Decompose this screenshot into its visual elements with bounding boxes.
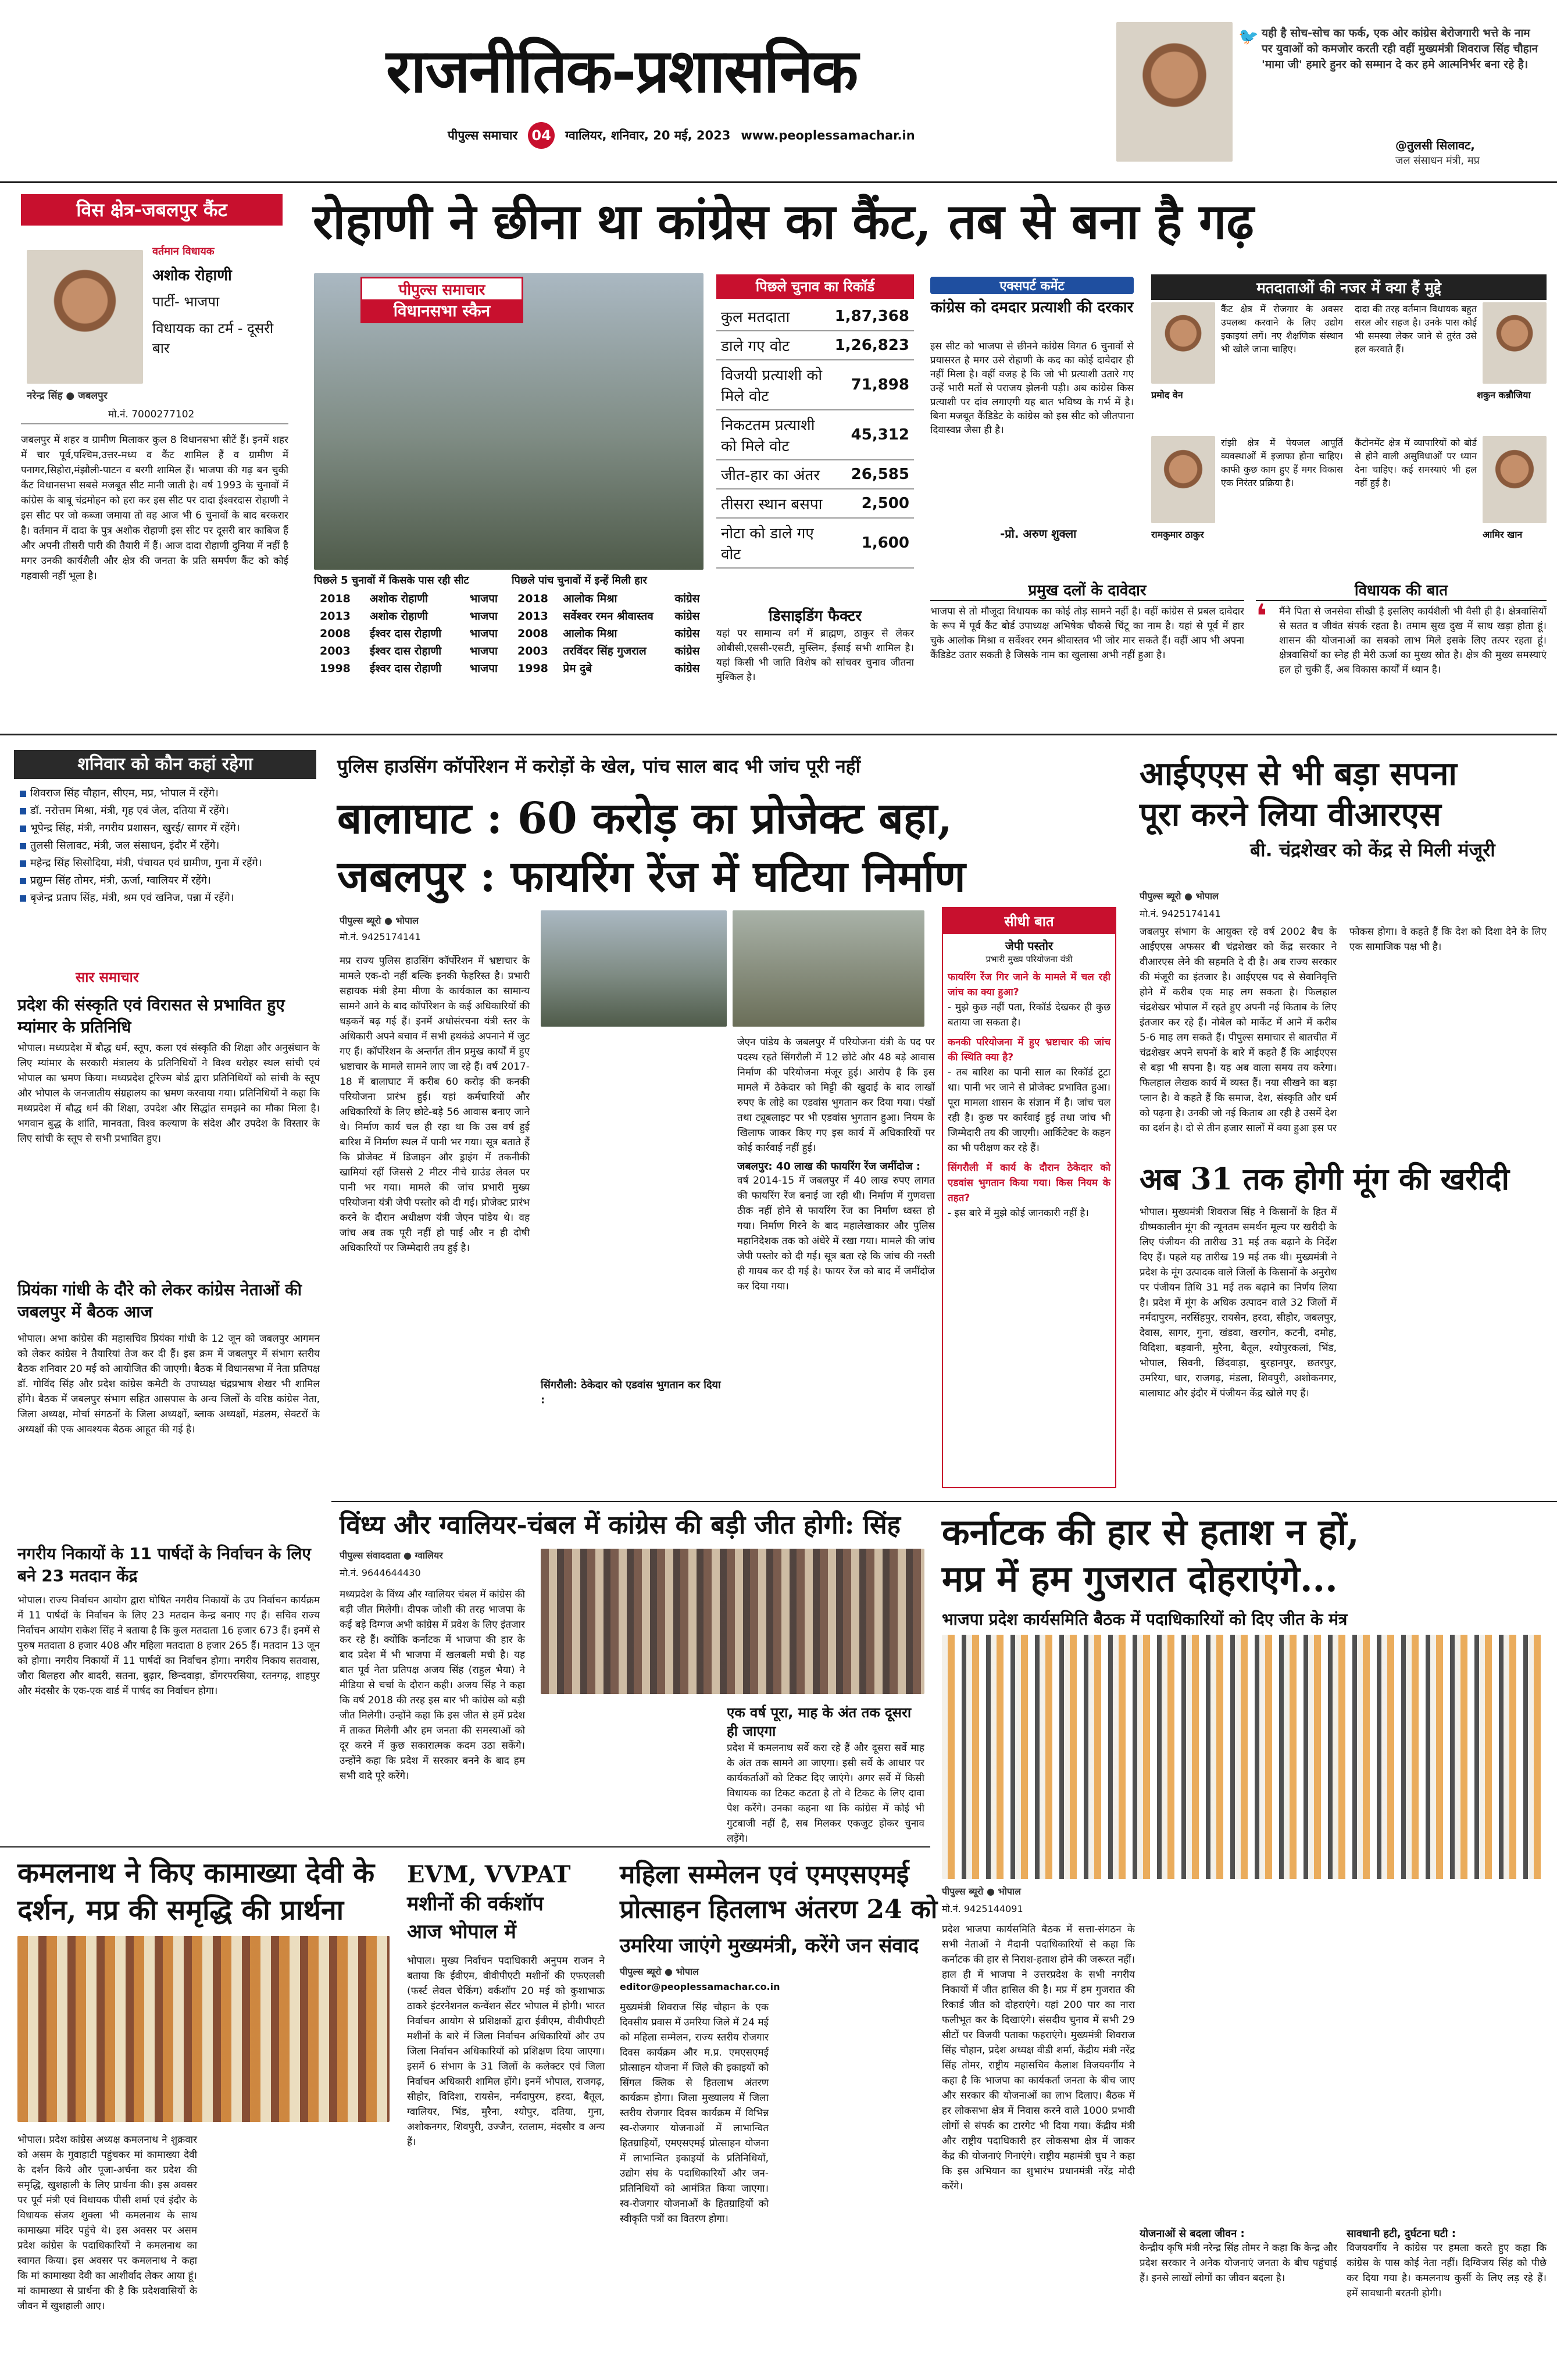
table-cell: ईश्वर दास रोहाणी (370, 662, 442, 675)
karnataka-sidebar (1140, 2227, 1337, 2366)
winners-title: पिछले 5 चुनावों में किसके पास रही सीट (314, 574, 469, 587)
table-row (513, 608, 708, 624)
table-row (716, 489, 914, 518)
table-row (716, 460, 914, 489)
brief-head: प्रियंका गांधी के दौरे को लेकर कांग्रेस नेताओं की जबलपुर में बैठक आज (17, 1280, 302, 1321)
qa-answer: - तब बारिश का पानी साल का रिकॉर्ड टूटा था। पानी भर जाने से प्रोजेक्ट प्रभावित हुआ। पूरा मामला शासन के संज्ञान में है। जांच चल रही है। कुछ पर कार्रवाई हुई तथा जांच भी जिम्मेदारी तय की जाएगी। आर्किटेक्ट के कहन का भी परीक्षण कर रहे हैं। (948, 1067, 1110, 1154)
table-row (315, 643, 510, 659)
evm-head2: मशीनों की वर्कशॉप (407, 1892, 544, 1916)
table-row (716, 360, 914, 410)
scan-badge-paper: पीपुल्स समाचार (398, 281, 485, 299)
claims-text: भाजपा से तो मौजूदा विधायक का कोई तोड़ सामने नहीं है। वहीं कांग्रेस से प्रबल दावेदार के रूप में पूर्व कैंट बोर्ड उपाध्यक्ष अभिषेक चौकसे चिंटू का नाम है। यहां से पूर्व में हार चुके आलोक मिश्रा व सर्वेश्वर रमन श्रीवास्तव भी जोर मार सकते हैं। वहीं आप भी अपना कैंडिडेट उतार सकती है जिसके नाम का खुलासा अभी नहीं हुआ है। (930, 606, 1244, 661)
ias-byline: पीपुल्स ब्यूरो ● भोपाल (1140, 891, 1219, 902)
voter-photo (1483, 436, 1547, 523)
table-cell: 2013 (320, 610, 351, 623)
table-cell: अशोक रोहाणी (370, 592, 428, 605)
table-cell: 71,898 (830, 360, 914, 410)
table-cell: 2,500 (830, 489, 914, 518)
qa-question: सिंगरौली में कार्य के दौरान ठेकेदार को एडवांस भुगतान किया गया। किस नियम के तहत? (948, 1162, 1110, 1204)
voter-quote: रांझी क्षेत्र में पेयजल आपूर्ति व्यवस्थाओं में इजाफा होना चाहिए। काफी कुछ काम हुए हैं मगर विकास एक निरंतर प्रक्रिया है। (1221, 437, 1343, 488)
table-cell: 1,26,823 (830, 331, 914, 360)
table-cell: 2018 (517, 592, 548, 605)
table-row (513, 643, 708, 659)
table-cell: आलोक मिश्रा (563, 627, 617, 640)
expert-text: इस सीट को भाजपा से छीनने कांग्रेस विगत 6 चुनावों से प्रयासरत है मगर उसे रोहाणी के कद का कोई दावेदार ही नहीं मिला है। वहीं वजह है कि जो भी प्रत्याशी उतारे गए उन्हें भारी मतों से पराजय झेलनी पड़ी। अब कांग्रेस किस प्रत्याशी पर दांव लगाएगी यह बात भविष्य के गर्भ में है। बिना मजबूत कैंडिडेट के कांग्रेस को इस सीट को जीतपाना दिवास्वप्न जैसा ही है। (930, 341, 1134, 436)
table-cell: 2018 (320, 592, 351, 605)
table-cell: आलोक मिश्रा (563, 592, 617, 605)
factor-title: डिसाइडिंग फैक्टर (768, 607, 862, 625)
table-cell: प्रेम दुबे (563, 662, 592, 675)
table-cell: भाजपा (469, 610, 498, 623)
voter-quote: कैंट क्षेत्र में रोजगार के अवसर उपलब्ध करवाने के लिए उद्योग इकाइयां लगें। नए शैक्षणिक संस्थान भी खोले जाना चाहिए। (1221, 303, 1343, 355)
list-item: तुलसी सिलावट, मंत्री, जल संसाधन, इंदौर में रहेंगे। (17, 837, 320, 855)
mahila-head2: प्रोत्साहन हितलाभ अंतरण 24 को (620, 1895, 938, 1924)
vindhya-byline: पीपुल्स संवाददाता ● ग्वालियर (340, 1550, 443, 1561)
ias-head2: पूरा करने लिया वीआरएस (1140, 795, 1441, 834)
voter-card (1355, 302, 1547, 424)
balaghat-byline: पीपुल्स ब्यूरो ● भोपाल (340, 915, 419, 926)
karnataka-head2: मप्र में हम गुजरात दोहराएंगे... (942, 1557, 1338, 1600)
table-row (513, 660, 708, 677)
balaghat-sub2-text: वर्ष 2014-15 में जबलपुर में 40 लाख रुपए लागत की फायरिंग रेंज बनाई जा रही थी। निर्माण में गुणवत्ता ठीक नहीं होने से फायरिंग रेंज का निर्माण ध्वस्त हो गया। निर्माण गिरने के बाद महालेखाकार और पुलिस महानिदेशक तक को अंधेरे में रखा गया। मामले की जांच जेपी पस्तोर को दी गई। सूत्र बता रहे कि जांच की नस्ती ही गायब कर दी गई है। फायर रेंज को बाद में जमींदोज कर दिया गया। (737, 1175, 935, 1292)
moong-body: भोपाल। मुख्यमंत्री शिवराज सिंह ने किसानों के हित में ग्रीष्मकालीन मूंग की न्यूनतम समर्थन मूल्य पर खरीदी के लिए पंजीयन की तारीख 31 मई तक बढ़ाने के निर्देश दिए हैं। पहले यह तारीख 19 मई तक थी। मुख्यमंत्री ने प्रदेश के मूंग उत्पादक वाले जिलों के किसानों के अनुरोध पर पंजीयन तिथि 31 मई तक बढ़ाने का निर्णय लिया है। प्रदेश में मूंग के अधिक उत्पादन वाले 32 जिलों में नर्मदापुरम, नरसिंहपुर, रायसेन, हरदा, सीहोर, जबलपुर, देवास, सागर, गुना, खंडवा, खरगोन, कटनी, दमोह, विदिशा, बड़वानी, मुरैना, बैतूल, श्योपुरकलां, भिंड, भोपाल, सिवनी, छिंदवाड़ा, बुरहानपुर, छतरपुर, उमरिया, धार, राजगढ़, मंडला, शिवपुरी, अशोकनगर, बालाघाट और इंदौर में पंजीयन केंद्र खोले गए हैं। (1140, 1206, 1337, 1399)
ias-mobile: मो.नं. 9425174141 (1140, 908, 1221, 919)
voters-tag: मतदाताओं की नजर में क्या हैं मुद्दे (1151, 274, 1547, 300)
karnataka-photo (942, 1635, 1547, 1879)
expert-tag: एक्सपर्ट कमेंट (930, 277, 1134, 294)
balaghat-sub1-text: जेएन पांडेय के जबलपुर में परियोजना यंत्री के पद पर पदस्थ रहते सिंगरौली में 12 छोटे और 48 बड़े आवास निर्माण की परियोजना मंजूर हुई। आरोप है कि इस मामले में ठेकेदार को मिट्टी की खुदाई के बाद लाखों रुपए के लोहे का एडवांस भुगतान कर दिया गया। पंखों तथा ट्यूबलाइट पर भी एडवांस भुगतान हुआ। नियम के खिलाफ जाकर किए गए इस कार्य में अधिकारियों पर कोई कार्रवाई नहीं हुई। (737, 1037, 935, 1154)
evm-body: भोपाल। मुख्य निर्वाचन पदाधिकारी अनुपम राजन ने बताया कि ईवीएम, वीवीपीएटी मशीनों की एफएलसी (फर्स्ट लेवल चेकिंग) वर्कशॉप 20 मई को कुशाभाऊ ठाकरे इंटरनेशनल कन्वेंशन सेंटर भोपाल में होगी। भारत निर्वाचन आयोग से प्रशिक्षकों द्वारा ईवीएम, वीवीपीएटी मशीनों के बारे में जिला निर्वाचन अधिकारियों और उप जिला निर्वाचन अधिकारियों को प्रशिक्षण दिया जाएगा। इसमें 6 संभाग के 31 जिलों के कलेक्टर एवं जिला निर्वाचन अधिकारी शामिल होंगे। इनमें भोपाल, राजगढ़, सीहोर, विदिशा, रायसेन, नर्मदापुरम, हरदा, बैतूल, ग्वालियर, भिंड, मुरैना, श्योपुर, दतिया, गुना, अशोकनगर, शिवपुरी, उज्जैन, रतलाम, मंदसौर व अन्य हैं। (407, 1955, 605, 2148)
kamalnath-body: भोपाल। प्रदेश कांग्रेस अध्यक्ष कमलनाथ ने शुक्रवार को असम के गुवाहाटी पहुंचकर मां कामाख्या देवी के दर्शन किये और पूजा-अर्चना कर प्रदेश की समृद्धि, खुशहाली के लिए प्रार्थना की। इस अवसर पर पूर्व मंत्री एवं विधायक पीसी शर्मा एवं इंदौर के विधायक संजय शुक्ला भी कमलनाथ के साथ कामाख्या मंदिर पहुंचे थे। इस अवसर पर असम प्रदेश कांग्रेस के पदाधिकारियों ने कमलनाथ का स्वागत किया। इस अवसर पर कमलनाथ ने कहा कि मां कामाख्या देवी का आशीर्वाद लेकर आया हूं। मां कामाख्या से प्रार्थना की है कि प्रदेशवासियों के जीवन में खुशहाली आए। (17, 2134, 197, 2312)
brief-head: नगरीय निकायों के 11 पार्षदों के निर्वाचन के लिए बने 23 मतदान केंद्र (17, 1544, 311, 1585)
karnataka-sub2: सावधानी हटी, दुर्घटना घटी : (1347, 2228, 1456, 2240)
brief-body: भोपाल। राज्य निर्वाचन आयोग द्वारा घोषित नगरीय निकायों के उप निर्वाचन कार्यक्रम में 11 पार्षदों के निर्वाचन के लिए 23 मतदान केन्द्र बनाए गए हैं। सचिव राज्य निर्वाचन आयोग राकेश सिंह ने बताया है कि कुल मतदाता 16 हजार 673 हैं। इनमें से पुरुष मतदाता 8 हजार 408 और महिला मतदाता 8 हजार 265 हैं। मतदान 13 जून को होगा। नगरीय निकायों में 11 पार्षदों का निर्वाचन होगा। नगरीय निकाय सतवास, जौरा बिलहरा और बादरी, सतना, बुढ़ार, छिन्दवाड़ा, डोंगरपरसिया, रतनगढ़, शाहपुर और मंदसौर के एक-एक वार्ड में पार्षद का निर्वाचन होगा। (17, 1595, 320, 1697)
table-cell: ईश्वर दास रोहाणी (370, 645, 442, 657)
expert-headline: कांग्रेस को दमदार प्रत्याशी की दरकार (930, 299, 1134, 316)
voter-card (1151, 436, 1343, 558)
record-table (716, 302, 914, 569)
reporter-byline: नरेन्द्र सिंह ● जबलपुर (27, 390, 108, 402)
qa-question: कनकी परियोजना में हुए भ्रष्टाचार की जांच की स्थिति क्या है? (948, 1037, 1110, 1063)
ias-sub: बी. चंद्रशेखर को केंद्र से मिली मंजूरी (1250, 839, 1495, 861)
cant-body: जबलपुर में शहर व ग्रामीण मिलाकर कुल 8 विधानसभा सीटें हैं। इनमें शहर में चार पूर्व,पश्चिम,उत्तर-मध्य व कैंट शामिल हैं व ग्रामीण में पनागर,सिहोरा,मंझौली-पाटन व बरगी शामिल हैं। भाजपा की गढ़ बन चुकी कैंट विधानसभा सबसे मजबूत सीट मानी जाती है। वर्ष 1993 के चुनावों में कांग्रेस के बाबू चंद्रमोहन को हरा कर इस सीट पर दादा ईश्वरदास रोहाणी ने इस सीट पर जो कब्जा जमाया तो वह आज भी 6 चुनावों के बाद बरकरार है। वर्तमान में दादा के पुत्र अशोक रोहाणी इस सीट पर दूसरी बार काबिज हैं और अपनी तीसरी पारी की तैयारी में हैं। आज दादा रोहाणी दुनिया में नहीं है मगर उनकी कार्यशैली और क्षेत्र की जनता के प्रति समर्पण कैंट को कोई गहवासी नहीं भूला है। (21, 434, 288, 582)
karnataka-sub3: योजनाओं से बदला जीवन : (1140, 2228, 1245, 2240)
table-cell: डाले गए वोट (716, 331, 830, 360)
section-tag: विस क्षेत्र-जबलपुर कैंट (21, 194, 283, 226)
list-item: महेन्द्र सिंह सिसोदिया, मंत्री, पंचायत एवं ग्रामीण, गुना में रहेंगे। (17, 855, 320, 872)
karnataka-mobile: मो.नं. 9425144091 (942, 1903, 1023, 1914)
mla-party: पार्टी- भाजपा (152, 294, 220, 310)
voter-card (1151, 302, 1343, 424)
voter-quote: कैंटोनमेंट क्षेत्र में व्यापारियों को बोर्ड से होने वाली असुविधाओं पर ध्यान देना चाहिए। कई समस्याएं भी हल नहीं हुई है। (1355, 437, 1477, 488)
table-cell: तीसरा स्थान बसपा (716, 489, 830, 518)
table-cell: 2013 (517, 610, 548, 623)
section-divider (331, 1501, 1557, 1502)
vindhya-head: विंध्य और ग्वालियर-चंबल में कांग्रेस की बड़ी जीत होगी: सिंह (340, 1510, 901, 1540)
table-cell: 26,585 (830, 460, 914, 489)
ias-body: जबलपुर संभाग के आयुक्त रहे वर्ष 2002 बैच के आईएएस अफसर बी चंद्रशेखर को केंद्र सरकार ने वीआरएस लेने की सहमति दे दी है। अब राज्य सरकार की मंजूरी का इंतजार है। आईएएस पद से सेवानिवृत्ति होने में करीब एक माह लग सकता है। फिलहाल चंद्रशेखर भोपाल में रहते हुए अपनी नई किताब के लिए इंतजार कर रहे हैं। नोबेल को मार्केट में आने में करीब 5-6 माह लग सकते हैं। पीपुल्स समाचार से बातचीत में चंद्रशेखर अपने सपनों के बारे में कहते हैं कि आईएएस से बड़ा भी सपना है। यह अब वाला समय तय करेगा। फिलहाल लेखक कार्य में व्यस्त हैं। नया सीखने का बड़ा प्लान है। वे कहते हैं कि समाज, देश, संस्कृति और धर्म को पढ़ना है। उनकी जो नई किताब आ रही है उसमें देश का दर्शन है। दो से तीन हजार सालों में क्या हुआ इस पर फोकस होगा। वे कहते हैं कि देश को दिशा देने के लिए एक सामाजिक पक्ष भी है। (1140, 926, 1547, 1134)
balaghat-sub2: जबलपुर: 40 लाख की फायरिंग रेंज जमींदोज : (737, 1160, 921, 1173)
balaghat-head2: जबलपुर : फायरिंग रेंज में घटिया निर्माण (337, 852, 966, 902)
table-cell: कांग्रेस (674, 645, 700, 657)
voter-photo (1151, 436, 1215, 523)
table-cell: नोटा को डाले गए वोट (716, 518, 830, 568)
table-cell: कुल मतदाता (716, 302, 830, 331)
table-cell: अशोक रोहाणी (370, 610, 428, 623)
table-row (315, 626, 510, 642)
mahila-head3: उमरिया जाएंगे मुख्यमंत्री, करेंगे जन संवाद (620, 1934, 919, 1957)
table-row (315, 660, 510, 677)
table-cell: सर्वेश्वर रमन श्रीवास्तव (563, 610, 653, 623)
table-cell: कांग्रेस (674, 662, 700, 675)
balaghat-col3 (737, 1035, 935, 1488)
balaghat-kicker: पुलिस हाउसिंग कॉर्पोरेशन में करोड़ों के खेल, पांच साल बाद भी जांच पूरी नहीं (337, 755, 861, 777)
section-divider (0, 734, 1557, 735)
cant-headline: रोहाणी ने छीना था कांग्रेस का कैंट, तब से बना है गढ़ (313, 192, 1254, 250)
table-cell: निकटतम प्रत्याशी को मिले वोट (716, 410, 830, 460)
where-list (17, 785, 320, 924)
karnataka-body: प्रदेश भाजपा कार्यसमिति बैठक में सत्ता-संगठन के सभी नेताओं ने मैदानी पदाधिकारियों से कहा कि कर्नाटक की हार से निराश-हताश होने की जरूरत नहीं। हाल ही में भाजपा ने उत्तरप्रदेश के सभी नगरीय निकायों में जीत हासिल की है। मप्र में हम गुजरात की रिकार्ड जीत को दोहराएंगे। यहां 200 पार का नारा फलीभूत कर के दिखाएंगे। संसदीय चुनाव में सभी 29 सीटों पर विजयी पताका फहराएंगे। मुख्यमंत्री शिवराज सिंह चौहान, प्रदेश अध्यक्ष वीडी शर्मा, केंद्रीय मंत्री नरेंद्र सिंह तोमर, राष्ट्रीय महासचिव कैलाश विजयवर्गीय ने कहा है कि भाजपा का कार्यकर्ता जनता के बीच जाए और सरकार की योजनाओं का लाभ दिलाए। बैठक में हर लोकसभा क्षेत्र में निवास करने वाले 1000 प्रभावी लोगों से संपर्क का टारगेट भी दिया गया। केंद्रीय मंत्री और राष्ट्रीय पदाधिकारी हर लोकसभा क्षेत्र में जाकर केंद्र की योजनाएं गिनाएंगे। राष्ट्रीय महामंत्री चुघ ने कहा कि इस अभियान का शुभारंभ प्रधानमंत्री नरेंद्र मोदी करेंगे। (942, 1924, 1135, 2192)
mahila-head1: महिला सम्मेलन एवं एमएसएमई (620, 1860, 909, 1889)
vindhya-sub-text: प्रदेश में कमलनाथ सर्वे करा रहे हैं और दूसरा सर्वे माह के अंत तक सामने आ जाएगा। इसी सर्वे के आधार पर कार्यकर्ताओं को टिकट दिए जाएंगे। अगर सर्वे में किसी विधायक का टिकट कटता है तो वे टिकट के लिए दावा पेश करेंगे। उनका कहना था कि कांग्रेस में कोई भी गुटबाजी नहीं है, सब मिलकर एकजुट होकर चुनाव लड़ेंगे। (727, 1742, 924, 1845)
karnataka-sidebar (1347, 2227, 1547, 2366)
brief-body: भोपाल। मध्यप्रदेश में बौद्ध धर्म, स्तूप, कला एवं संस्कृति की शिक्षा और अनुसंधान के लिए म्यांमार के सरकारी मंत्रालय के प्रतिनिधियों ने विश्व धरोहर स्थल सांची एवं भोपाल का भ्रमण किया। मध्यप्रदेश टूरिज्म बोर्ड द्वारा प्रतिनिधियों को सांची के स्तूप और भोपाल के जनजातीय संग्रहालय का भ्रमण करवाया गया। प्रतिनिधियों ने कहा कि मध्यप्रदेश में बौद्ध धर्म की शिक्षा, उपदेश और सिद्धांत समझने का मौका मिला है। भगवान बुद्ध के शांति, मानवता, विश्व कल्याण के संदेश और उपदेश के विस्तार के लिए सांची के स्तूप से सभी प्रभावित हुए। (17, 1042, 320, 1145)
winners-table (314, 589, 512, 678)
table-cell: कांग्रेस (674, 592, 700, 605)
list-item: बृजेन्द्र प्रताप सिंह, मंत्री, श्रम एवं खनिज, पन्ना में रहेंगे। (17, 889, 320, 907)
mla-profile (21, 238, 288, 424)
table-cell: 1998 (320, 662, 351, 675)
masthead-strip (448, 123, 1122, 148)
table-row (315, 608, 510, 624)
brief-head: प्रदेश की संस्कृति एवं विरासत से प्रभावित हुए म्यांमार के प्रतिनिधि (17, 995, 285, 1037)
mla-talk-text: मैंने पिता से जनसेवा सीखी है इसलिए कार्यशैली भी वैसी ही है। क्षेत्रवासियों से सतत व जीवंत संपर्क रहता है। तमाम सुख दुख में साथ खड़ा होता हूं। शासन की योजनाओं का सबको लाभ मिले इसके लिए तत्पर रहता हूं। क्षेत्रवासियों का स्नेह ही मेरी ऊर्जा का मुख्य स्रोत है। क्षेत्र की मुख्य समस्याएं हल हो चुकी हैं, अब विकास कार्यों में ध्यान है। (1279, 606, 1547, 676)
mahila-body: मुख्यमंत्री शिवराज सिंह चौहान के एक दिवसीय प्रवास में उमरिया जिले में 24 मई को महिला सम्मेलन, राज्य स्तरीय रोजगार दिवस कार्यक्रम और म.प्र. एमएसएमई प्रोत्साहन योजना में जिले की इकाइयों को सिंगल क्लिक से हितलाभ अंतरण कार्यक्रम होगा। जिला मुख्यालय में जिला स्तरीय रोजगार दिवस कार्यक्रम में विभिन्न स्व-रोजगार योजनाओं में लाभान्वित हितग्राहियों, एमएसएमई प्रोत्साहन योजना में लाभान्वित इकाइयों के प्रतिनिधियों, उद्योग संघ के पदाधिकारियों और जन-प्रतिनिधियों को आमंत्रित किया जाएगा। स्व-रोजगार योजनाओं के हितग्राहियों को स्वीकृति पत्रों का वितरण होगा। (620, 2002, 769, 2225)
table-cell: विजयी प्रत्याशी को मिले वोट (716, 360, 830, 410)
table-row (513, 626, 708, 642)
balaghat-mobile: मो.नं. 9425174141 (340, 931, 421, 942)
table-row (315, 591, 510, 607)
minister-photo (1116, 22, 1233, 162)
balaghat-body: मप्र राज्य पुलिस हाउसिंग कॉर्पोरेशन में भ्रष्टाचार के मामले एक-दो नहीं बल्कि इनकी फेहरिस्त है। प्रभारी सहायक मंत्री हेमा मीणा के कार्यकाल का सामान्य सामने आने के बाद कॉर्पोरेशन के कई अधिकारियों की धड़कनें बढ़ गई हैं। इनमें अधोसंरचना यंत्री स्तर के अधिकारी अपने बचाव में सभी हथकंडे अपनाने में जुट गए हैं। कॉर्पोरेशन के अन्तर्गत तीन प्रमुख कार्यों में हुए भ्रष्टाचार के मामले सामने लाए जा रहे हैं। वर्ष 2017-18 में बालाघाट में करीब 60 करोड़ की कनकी परियोजना प्रारंभ हुई। यहां कर्मचारियों और अधिकारियों के लिए छोटे-बड़े 56 आवास बनाए जाने थे। निर्माण कार्य चल ही रहा था कि उस वर्ष हुई बारिश में निर्माण स्थल में पानी भर गया। सूत्र बताते हैं कि प्रोजेक्ट में डिजाइन और ड्राइंग में तकनीकी खामियां रहीं जिससे 2 मीटर नीचे ग्राउंड लेवल पर पानी भर गया। मामले की जांच प्रभारी मुख्य परियोजना यंत्री जेपी पस्तोर को दी गई। प्रोजेक्ट प्रारंभ करने के दौरान अधीक्षण यंत्री जेएन पांडेय थे। वह जांच अब तक पूरी नहीं हो पाई और न ही दोषी अधिकारियों पर जिम्मेदारी तय हुई है। (340, 955, 530, 1254)
brief-tag: सार समाचार (76, 969, 139, 985)
reporter-mobile: मो.नं. 7000277102 (108, 409, 195, 420)
table-cell: भाजपा (469, 662, 498, 675)
brief-body: भोपाल। अभा कांग्रेस की महासचिव प्रियंका गांधी के 12 जून को जबलपुर आगमन को लेकर कांग्रेस ने तैयारियां तेज कर दी हैं। इस क्रम में जबलपुर में संभाग स्तरीय बैठक शनिवार 20 मई को आयोजित की जाएगी। बैठक में विधानसभा में नेता प्रतिपक्ष डॉ. गोविंद सिंह और प्रदेश कांग्रेस कमेटी के उपाध्यक्ष चंद्रप्रभाष शेखर भी शामिल होंगे। बैठक में जबलपुर संभाग सहित आसपास के अन्य जिलों के वरिष्ठ कांग्रेस नेता, जिला अध्यक्ष, मोर्चा संगठनों के जिला अध्यक्षों, ब्लाक अध्यक्षों, मंडलम, सेक्टरों के अध्यक्षों की एक आवश्यक बैठक आहूत की गई है। (17, 1333, 320, 1435)
evm-head3: आज भोपाल में (407, 1920, 516, 1943)
mla-name: अशोक रोहाणी (152, 267, 232, 284)
karnataka-byline: पीपुल्स ब्यूरो ● भोपाल (942, 1886, 1022, 1897)
table-cell: 1,87,368 (830, 302, 914, 331)
vindhya-sub: एक वर्ष पूरा, माह के अंत तक दूसरा ही जाएगा (727, 1704, 912, 1739)
voter-photo (1483, 302, 1547, 384)
kamalnath-photo (17, 1936, 390, 2122)
kamalnath-head: कमलनाथ ने किए कामाख्या देवी के दर्शन, मप्र की समृद्धि की प्रार्थना (17, 1857, 375, 1927)
table-row (716, 410, 914, 460)
karnataka-head1: कर्नाटक की हार से हताश न हों, (942, 1511, 1359, 1553)
quote-icon: ❛ (1256, 598, 1267, 635)
table-cell: तरविंदर सिंह गुजराल (563, 645, 647, 657)
karnataka-sub: भाजपा प्रदेश कार्यसमिति बैठक में पदाधिकारियों को दिए जीत के मंत्र (942, 1610, 1348, 1629)
voter-photo (1151, 302, 1215, 384)
runners-table (512, 589, 709, 678)
vindhya-body: मध्यप्रदेश के विंध्य और ग्वालियर चंबल में कांग्रेस की बड़ी जीत मिलेगी। दीपक जोशी की तरह भाजपा के कई बड़े दिग्गज अभी कांग्रेस में प्रवेश के लिए इंतजार कर रहे हैं। क्योंकि कर्नाटक में भाजपा की हार के बाद प्रदेश में भी भाजपा में खलबली मची है। यह बात पूर्व नेता प्रतिपक्ष अजय सिंह (राहुल भैया) ने मीडिया से चर्चा के दौरान कही। अजय सिंह ने कहा कि वर्ष 2018 की तरह इस बार भी कांग्रेस को बड़ी जीत मिलेगी। उन्होंने कहा कि इस जीत से हमें प्रदेश में ताकत मिलेगी और हम जनता की समस्याओं को दूर करने में कुछ सकारात्मक कदम उठा सकेंगे। उन्होंने कहा कि प्रदेश में सरकार बनने के बाद हम सभी वादे पूरे करेंगे। (340, 1589, 525, 1782)
table-cell: कांग्रेस (674, 610, 700, 623)
table-cell: 2008 (517, 627, 548, 640)
moong-head: अब 31 तक होगी मूंग की खरीदी (1140, 1162, 1509, 1197)
table-row (716, 302, 914, 331)
tweet-text: यही है सोच-सोच का फर्क, एक ओर कांग्रेस बेरोजगारी भत्ते के नाम पर युवाओं को कमजोर करती रही वहीं मुख्यमंत्री शिवराज सिंह चौहान 'मामा जी' हमारे हुनर को सम्मान दे कर हमे आत्मनिर्भर बना रहे है। (1262, 27, 1538, 71)
table-cell: भाजपा (469, 627, 498, 640)
paper-name: पीपुल्स समाचार (448, 128, 518, 142)
direct-talk-role: प्रभारी मुख्य परियोजना यंत्री (985, 954, 1073, 964)
table-cell: 2008 (320, 627, 351, 640)
table-cell: भाजपा (469, 592, 498, 605)
table-row (513, 591, 708, 607)
karnataka-sub3-text: केन्द्रीय कृषि मंत्री नरेन्द्र सिंह तोमर ने कहा कि केन्द्र और प्रदेश सरकार ने अनेक योजनाएं जनता के बीच पहुंचाई हैं। इनसे लाखों लोगों का जीवन बदला है। (1140, 2242, 1337, 2284)
list-item: शिवराज सिंह चौहान, सीएम, मप्र, भोपाल में रहेंगे। (17, 785, 320, 802)
table-cell: ईश्वर दास रोहाणी (370, 627, 442, 640)
voter-name: प्रमोद वेन (1151, 389, 1183, 401)
site-photo (733, 910, 924, 1027)
table-cell: 45,312 (830, 410, 914, 460)
tweet-author: @तुलसी सिलावट, (1395, 138, 1475, 152)
table-cell: 2003 (320, 645, 351, 657)
qa-question: फायरिंग रेंज गिर जाने के मामले में चल रही जांच का क्या हुआ? (948, 971, 1110, 998)
mahila-email[interactable]: editor@peoplessamachar.co.in (620, 1981, 780, 1992)
mla-term: विधायक का टर्म - दूसरी बार (152, 320, 274, 356)
list-item: डॉ. नरोत्तम मिश्रा, मंत्री, गृह एवं जेल, दतिया में रहेंगे। (17, 802, 320, 820)
bird-icon: 🐦 (1238, 27, 1259, 46)
section-divider (0, 1846, 930, 1847)
table-cell: भाजपा (469, 645, 498, 657)
table-row (716, 331, 914, 360)
direct-talk-tag: सीधी बात (943, 908, 1115, 934)
ias-head1: आईएएस से भी बड़ा सपना (1140, 755, 1457, 793)
table-cell: 2003 (517, 645, 548, 657)
page-number-badge: 04 (528, 122, 555, 149)
balaghat-head1: बालाघाट : 60 करोड़ का प्रोजेक्ट बहा, (337, 794, 952, 844)
qa-answer: - इस बारे में मुझे कोई जानकारी नहीं है। (948, 1207, 1089, 1219)
where-title: शनिवार को कौन कहां रहेगा (14, 750, 316, 779)
voter-quote: दादा की तरह वर्तमान विधायक बहुत सरल और सहज है। उनके पास कोई भी समस्या लेकर जाने से तुरंत उसे हल करवाते हैं। (1355, 303, 1477, 355)
tweet-box (1116, 22, 1547, 170)
runners-title: पिछले पांच चुनावों में इन्हें मिली हार (512, 574, 647, 587)
voter-name: आमिर खान (1483, 529, 1523, 540)
mla-photo (27, 250, 143, 384)
table-cell: 1,600 (830, 518, 914, 568)
qa-answer: - मुझे कुछ नहीं पता, रिकॉर्ड देखकर ही कुछ बताया जा सकता है। (948, 1002, 1110, 1028)
scan-badge-label: विधानसभा स्कैन (362, 299, 522, 321)
record-title: पिछले चुनाव का रिकॉर्ड (716, 274, 914, 299)
page-title: राजनीतिक-प्रशासनिक (386, 35, 858, 106)
masthead-divider (0, 181, 1557, 183)
website-link[interactable]: www.peoplessamachar.in (741, 128, 915, 142)
record-table-wrap (716, 302, 914, 599)
scan-badge (360, 277, 523, 323)
expert-byline: -प्रो. अरुण शुक्ला (1000, 527, 1077, 541)
table-row (716, 518, 914, 568)
table-cell: कांग्रेस (674, 627, 700, 640)
voter-name: रामकुमार ठाकुर (1151, 529, 1204, 540)
factor-text: यहां पर सामान्य वर्ग में ब्राह्मण, ठाकुर से लेकर ओबीसी,एससी-एसटी, मुस्लिम, ईसाई सभी शामिल है। यहां किसी भी जाति विशेष को सांचवर चुनाव जीतना मुश्किल है। (716, 628, 914, 683)
dateline: ग्वालियर, शनिवार, 20 मई, 2023 (565, 128, 731, 142)
evm-head1: EVM, VVPAT (407, 1861, 571, 1888)
vindhya-mobile: मो.नं. 9644644430 (340, 1567, 421, 1578)
karnataka-sub2-text: विजयवर्गीय ने कांग्रेस पर हमला करते हुए कहा कि कांग्रेस के पास कोई नेता नहीं। दिग्विजय सिंह को पीछे कर दिया गया है। कमलनाथ कुर्सी के लिए लड़ रहे हैं। हमें सावधानी बरतनी होगी। (1347, 2242, 1547, 2299)
balaghat-sub1: सिंगरौली: ठेकेदार को एडवांस भुगतान कर दिया : (541, 1378, 727, 1408)
voter-card (1355, 436, 1547, 558)
list-item: प्रद्युम्न सिंह तोमर, मंत्री, ऊर्जा, ग्वालियर में रहेंगे। (17, 872, 320, 889)
table-cell: जीत-हार का अंतर (716, 460, 830, 489)
mla-talk-tag: विधायक की बात (1256, 579, 1547, 601)
voter-name: शकुन कन्नौजिया (1477, 389, 1531, 401)
direct-talk-name: जेपी पस्तोर (1005, 939, 1054, 953)
tweet-author-role: जल संसाधन मंत्री, मप्र (1395, 155, 1480, 167)
mla-label: वर्तमान विधायक (152, 245, 215, 258)
list-item: भूपेन्द्र सिंह, मंत्री, नगरीय प्रशासन, खुरई/ सागर में रहेंगे। (17, 820, 320, 837)
mahila-byline: पीपुल्स ब्यूरो ● भोपाल (620, 1966, 699, 1977)
table-cell: 1998 (517, 662, 548, 675)
claims-tag: प्रमुख दलों के दावेदार (930, 579, 1244, 601)
direct-talk-box (942, 907, 1116, 1488)
